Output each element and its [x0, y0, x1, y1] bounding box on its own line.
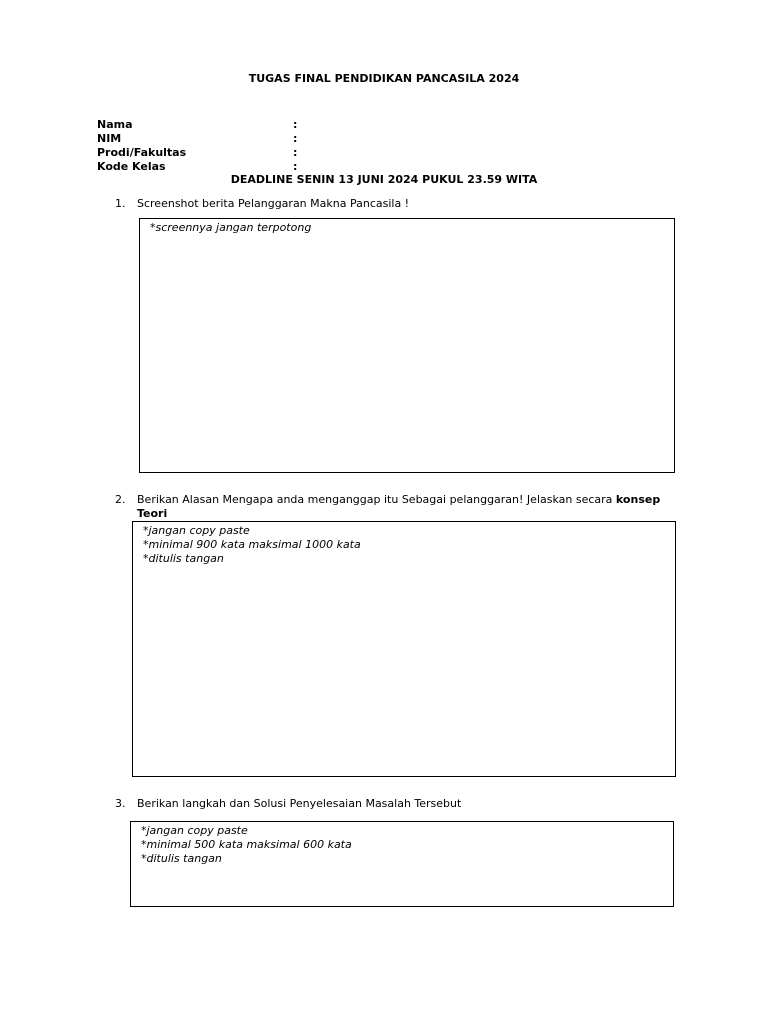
answer-box-3[interactable]: [130, 821, 674, 907]
question-number: 2.: [115, 493, 126, 506]
answer-notes: [141, 824, 352, 866]
student-info-block: [97, 118, 337, 174]
question-number: 1.: [115, 197, 126, 210]
answer-note: *minimal 900 kata maksimal 1000 kata: [143, 538, 361, 551]
question-bold-term: konsep: [615, 493, 661, 506]
info-label: Nama: [97, 118, 133, 131]
info-label: NIM: [97, 132, 122, 145]
answer-note: *screennya jangan terpotong: [150, 221, 312, 234]
question-2: [115, 493, 675, 521]
info-separator: :: [293, 146, 298, 159]
answer-notes: [143, 524, 361, 566]
info-separator: :: [293, 160, 298, 173]
info-row-prodi: [97, 146, 337, 160]
info-separator: :: [293, 132, 298, 145]
question-text-wrapper: [137, 493, 660, 507]
question-text: Screenshot berita Pelanggaran Makna Pancasila !: [137, 197, 410, 210]
info-label: Kode Kelas: [97, 160, 166, 173]
question-1: [115, 197, 675, 211]
info-separator: :: [293, 118, 298, 131]
question-3: [115, 797, 675, 811]
question-number: 3.: [115, 797, 126, 810]
info-row-kode-kelas: [97, 160, 337, 174]
question-text: Berikan langkah dan Solusi Penyelesaian Masalah Tersebut: [137, 797, 462, 810]
answer-note: *ditulis tangan: [143, 552, 224, 565]
answer-box-2[interactable]: [132, 521, 676, 777]
answer-box-1[interactable]: [139, 218, 675, 473]
page-title: TUGAS FINAL PENDIDIKAN PANCASILA 2024: [248, 72, 520, 85]
question-bold-term-line2: Teori: [137, 507, 168, 520]
question-text: Berikan Alasan Mengapa anda menganggap itu Sebagai pelanggaran! Jelaskan secara: [137, 493, 616, 506]
info-label: Prodi/Fakultas: [97, 146, 187, 159]
answer-note: *ditulis tangan: [141, 852, 222, 865]
deadline-notice: DEADLINE SENIN 13 JUNI 2024 PUKUL 23.59 WITA: [230, 173, 538, 186]
info-row-nama: [97, 118, 337, 132]
info-row-nim: [97, 132, 337, 146]
answer-note: *minimal 500 kata maksimal 600 kata: [141, 838, 352, 851]
answer-note: *jangan copy paste: [143, 524, 250, 537]
answer-note: *jangan copy paste: [141, 824, 248, 837]
